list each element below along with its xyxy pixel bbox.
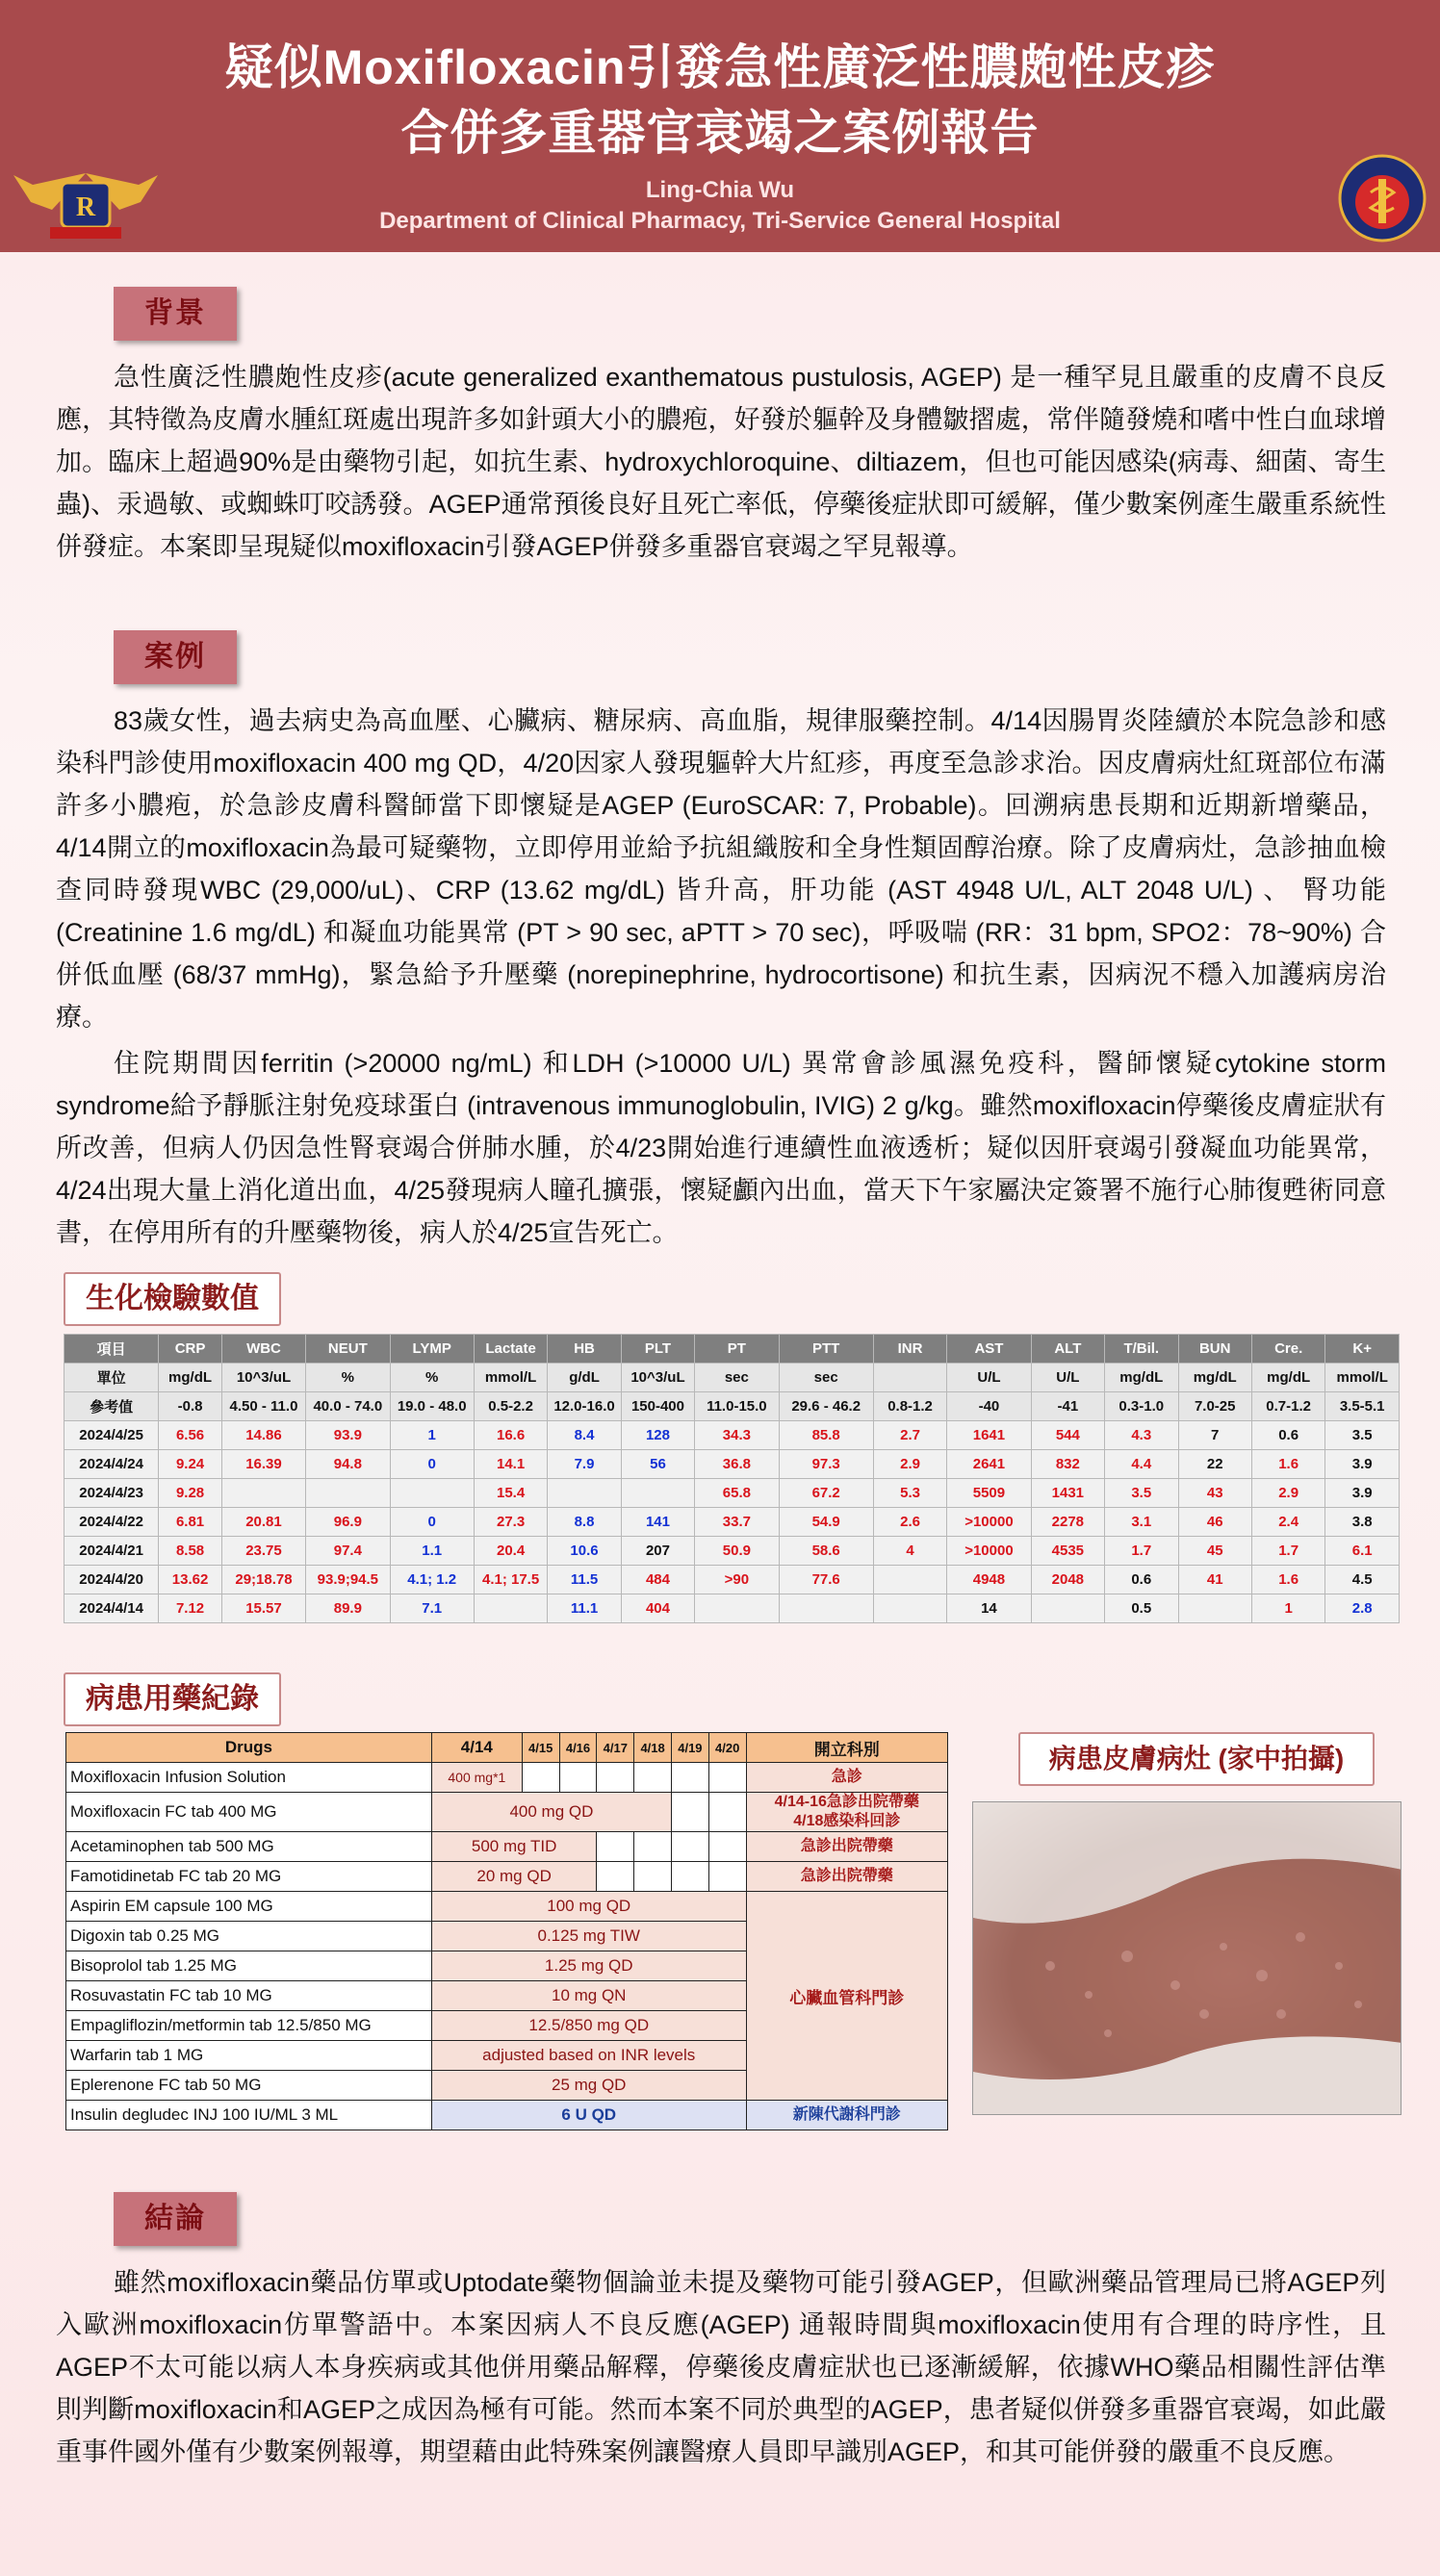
lab-table-cell [1031, 1594, 1104, 1623]
lab-table-cell: 2024/4/23 [64, 1479, 159, 1508]
author-department: Department of Clinical Pharmacy, Tri-Service General Hospital [379, 208, 1061, 234]
hospital-seal-logo [1338, 154, 1427, 242]
conclusion-text: 雖然moxifloxacin藥品仿單或Uptodate藥物個論並未提及藥物可能引發AGEP，但歐洲藥品管理局已將AGEP列入歐洲moxifloxacin仿單警語中。本案因病人不良反應(AGEP) 通報時間與moxifloxacin使用有合理的時序性，且AGEP不太可能以病人本身疾病或其他併用藥品解釋，停藥後皮膚症狀也已逐漸緩解，依據WHO藥品相關性評估準則判斷moxifloxacin和AGEP之成因為極有可能。然而本案不同於典型的AGEP，患者疑似併發多重器官衰竭，如此嚴重事件國外僅有少數案例報導，期望藉由此特殊案例讓醫療人員即早識別AGEP，和其可能併發的嚴重不良反應。 [56, 2268, 1386, 2466]
lab-table-cell: mmol/L [474, 1364, 547, 1392]
lab-table-cell: 832 [1031, 1450, 1104, 1479]
lab-table-cell: 7.9 [548, 1450, 621, 1479]
drug-dose-cell: 25 mg QD [431, 2071, 746, 2101]
lab-table-cell: 77.6 [779, 1566, 873, 1594]
lab-table-cell: 94.8 [306, 1450, 390, 1479]
lab-table-cell: 3.5 [1105, 1479, 1178, 1508]
lab-values-table [64, 1334, 1400, 1623]
lab-table-cell: 16.6 [474, 1421, 547, 1450]
lab-table-cell: 2024/4/20 [64, 1566, 159, 1594]
lab-table-cell: 5509 [947, 1479, 1031, 1508]
lab-table-cell: mg/dL [1251, 1364, 1324, 1392]
lab-table-row [64, 1594, 1400, 1623]
lab-table-cell: T/Bil. [1105, 1335, 1178, 1364]
drug-empty-cell [634, 1862, 672, 1892]
drug-empty-cell [708, 1763, 746, 1793]
lab-table-cell: 2048 [1031, 1566, 1104, 1594]
lab-table-cell: 11.5 [548, 1566, 621, 1594]
lab-table-cell: WBC [221, 1335, 305, 1364]
drug-empty-cell [708, 1793, 746, 1832]
lab-table-cell: 11.1 [548, 1594, 621, 1623]
drug-department-cell: 心臟血管科門診 [746, 1892, 947, 2101]
drug-empty-cell [672, 1862, 709, 1892]
lab-table-cell: 1641 [947, 1421, 1031, 1450]
lab-table-cell: 27.3 [474, 1508, 547, 1537]
lab-table-cell: LYMP [390, 1335, 474, 1364]
drug-empty-cell [597, 1862, 634, 1892]
lab-table-cell: 3.9 [1325, 1479, 1400, 1508]
lab-table-cell: 2.6 [873, 1508, 946, 1537]
lab-table-cell: 參考值 [64, 1392, 159, 1421]
author-name: Ling-Chia Wu [645, 177, 795, 203]
lab-table-row [64, 1335, 1400, 1364]
lab-table-cell: 15.4 [474, 1479, 547, 1508]
lab-table-cell: 20.81 [221, 1508, 305, 1537]
medication-record-heading: 病患用藥紀錄 [64, 1672, 281, 1726]
lab-table-cell: 50.9 [695, 1537, 779, 1566]
lab-table-cell [390, 1479, 474, 1508]
lab-table-cell: CRP [159, 1335, 222, 1364]
lab-table-cell: 2278 [1031, 1508, 1104, 1537]
lab-table-row [64, 1479, 1400, 1508]
lab-table-cell: 6.81 [159, 1508, 222, 1537]
lab-table-cell: 1.7 [1251, 1537, 1324, 1566]
lab-table-cell: 404 [621, 1594, 694, 1623]
lab-table-cell: 10^3/uL [621, 1364, 694, 1392]
drug-name-cell: Warfarin tab 1 MG [66, 2041, 432, 2071]
lab-table-cell: 1.1 [390, 1537, 474, 1566]
lab-table-cell: 3.5-5.1 [1325, 1392, 1400, 1421]
lab-table-cell: 4.4 [1105, 1450, 1178, 1479]
lab-table-cell: 2.9 [1251, 1479, 1324, 1508]
lab-table-cell: sec [695, 1364, 779, 1392]
lab-table-cell: 0.3-1.0 [1105, 1392, 1178, 1421]
lab-table-cell: 1.7 [1105, 1537, 1178, 1566]
lab-table-cell: 128 [621, 1421, 694, 1450]
lab-table-cell [221, 1479, 305, 1508]
lab-table-cell: 10.6 [548, 1537, 621, 1566]
lab-table-cell: mg/dL [159, 1364, 222, 1392]
lab-table-cell: 3.5 [1325, 1421, 1400, 1450]
lab-table-cell: 33.7 [695, 1508, 779, 1537]
lab-table-row [64, 1508, 1400, 1537]
drug-table-row [66, 1892, 948, 1922]
lab-table-cell: 7.0-25 [1178, 1392, 1251, 1421]
drug-empty-cell [597, 1832, 634, 1862]
lab-table-cell: 3.1 [1105, 1508, 1178, 1537]
drug-department-cell: 4/14-16急診出院帶藥 4/18感染科回診 [746, 1793, 947, 1832]
drug-dose-cell: 400 mg QD [431, 1793, 671, 1832]
lab-table-cell: ALT [1031, 1335, 1104, 1364]
case-text-1: 83歲女性，過去病史為高血壓、心臟病、糖尿病、高血脂，規律服藥控制。4/14因腸胃炎陸續於本院急診和感染科門診使用moxifloxacin 400 mg QD，4/20因家人發現軀幹大片紅疹，再度至急診求治。因皮膚病灶紅斑部位布滿許多小膿疱，於急診皮膚科醫師當下即懷疑是AGEP (EuroSCAR: 7, Probable)。回溯病患長期和近期新增藥品，4/14開立的moxifloxacin為最可疑藥物，立即停用並給予抗組織胺和全身性類固醇治療。除了皮膚病灶，急診抽血檢查同時發現WBC (29,000/uL)、CRP (13.62 mg/dL) 皆升高，肝功能 (AST 4948 U/L, ALT 2048 U/L) 、 腎功能 (Creatinine 1.6 mg/dL) 和凝血功能異常 (PT > 90 sec, aPTT > 70 sec)，呼吸喘 (RR：31 bpm, SPO2：78~90%) 合併低血壓 (68/37 mmHg)，緊急給予升壓藥 (norepinephrine, hydrocortisone) 和抗生素，因病況不穩入加護病房治療。 [56, 706, 1386, 1032]
lab-table-cell: Lactate [474, 1335, 547, 1364]
drug-table-header-cell: 4/15 [522, 1733, 559, 1763]
lab-table-cell: 單位 [64, 1364, 159, 1392]
drug-department-cell: 新陳代謝科門診 [746, 2101, 947, 2130]
drug-dose-cell: 20 mg QD [431, 1862, 597, 1892]
lab-table-cell [873, 1594, 946, 1623]
lab-table-cell: 4.1; 17.5 [474, 1566, 547, 1594]
poster-header [0, 0, 1440, 252]
drug-empty-cell [708, 1862, 746, 1892]
lab-table-cell: 150-400 [621, 1392, 694, 1421]
lab-table-cell: 207 [621, 1537, 694, 1566]
lab-table-cell: 1431 [1031, 1479, 1104, 1508]
lab-table-cell: 41 [1178, 1566, 1251, 1594]
lab-table-cell: 85.8 [779, 1421, 873, 1450]
lab-table-cell: 93.9 [306, 1421, 390, 1450]
lab-table-cell: 11.0-15.0 [695, 1392, 779, 1421]
lab-table-cell: 13.62 [159, 1566, 222, 1594]
drug-table-row [66, 1793, 948, 1832]
lab-table-cell: 1.6 [1251, 1450, 1324, 1479]
lab-table-cell [873, 1566, 946, 1594]
lab-table-cell: mmol/L [1325, 1364, 1400, 1392]
lab-table-cell: 1 [1251, 1594, 1324, 1623]
drug-table-header-cell: 開立科別 [746, 1733, 947, 1763]
drug-dose-cell: adjusted based on INR levels [431, 2041, 746, 2071]
lab-table-cell: >10000 [947, 1508, 1031, 1537]
drug-dose-cell: 10 mg QN [431, 1981, 746, 2011]
lab-table-cell: 8.8 [548, 1508, 621, 1537]
lab-table-cell: 8.58 [159, 1537, 222, 1566]
background-text: 急性廣泛性膿皰性皮疹(acute generalized exanthematous pustulosis, AGEP) 是一種罕見且嚴重的皮膚不良反應，其特徵為皮膚水腫紅斑處出現許多如針頭大小的膿疱，好發於軀幹及身體皺摺處，常伴隨發燒和嗜中性白血球增加。臨床上超過90%是由藥物引起，如抗生素、hydroxychloroquine、diltiazem，但也可能因感染(病毒、細菌、寄生蟲)、汞過敏、或蜘蛛叮咬誘發。AGEP通常預後良好且死亡率低，停藥後症狀即可緩解，僅少數案例產生嚴重系統性併發症。本案即呈現疑似moxifloxacin引發AGEP併發多重器官衰竭之罕見報導。 [56, 363, 1386, 561]
lab-table-cell: 1.6 [1251, 1566, 1324, 1594]
drug-empty-cell [672, 1763, 709, 1793]
lab-table-cell: 45 [1178, 1537, 1251, 1566]
lab-table-cell: NEUT [306, 1335, 390, 1364]
drug-table-row [66, 1832, 948, 1862]
lab-table-cell: -0.8 [159, 1392, 222, 1421]
drug-name-cell: Bisoprolol tab 1.25 MG [66, 1951, 432, 1981]
drug-name-cell: Insulin degludec INJ 100 IU/ML 3 ML [66, 2101, 432, 2130]
drug-empty-cell [522, 1763, 559, 1793]
drug-name-cell: Famotidinetab FC tab 20 MG [66, 1862, 432, 1892]
drug-empty-cell [634, 1832, 672, 1862]
lab-table-cell: 54.9 [779, 1508, 873, 1537]
lab-table-cell: % [390, 1364, 474, 1392]
lab-table-cell: U/L [1031, 1364, 1104, 1392]
drug-table-header-cell: 4/14 [431, 1733, 522, 1763]
lab-table-cell: 97.4 [306, 1537, 390, 1566]
lab-table-cell: 29.6 - 46.2 [779, 1392, 873, 1421]
lab-table-cell: BUN [1178, 1335, 1251, 1364]
poster-title-line2: 合併多重器官衰竭之案例報告 [400, 106, 1040, 160]
poster-title-line1: 疑似Moxifloxacin引發急性廣泛性膿皰性皮疹 [224, 40, 1216, 94]
lab-table-cell: 6.1 [1325, 1537, 1400, 1566]
lab-table-cell: >10000 [947, 1537, 1031, 1566]
lab-table-cell: 20.4 [474, 1537, 547, 1566]
lab-table-cell: 14.86 [221, 1421, 305, 1450]
lab-table-cell: 34.3 [695, 1421, 779, 1450]
lab-table-cell: HB [548, 1335, 621, 1364]
lab-table-cell: 4535 [1031, 1537, 1104, 1566]
lab-table-cell: 0.5 [1105, 1594, 1178, 1623]
drug-name-cell: Empagliflozin/metformin tab 12.5/850 MG [66, 2011, 432, 2041]
drug-empty-cell [559, 1763, 597, 1793]
lab-table-cell: 89.9 [306, 1594, 390, 1623]
drug-name-cell: Digoxin tab 0.25 MG [66, 1922, 432, 1951]
lab-table-cell: 2.4 [1251, 1508, 1324, 1537]
skin-lesion-image [973, 1802, 1401, 2115]
drug-empty-cell [672, 1793, 709, 1832]
drug-name-cell: Aspirin EM capsule 100 MG [66, 1892, 432, 1922]
lab-table-cell: Cre. [1251, 1335, 1324, 1364]
drug-empty-cell [672, 1832, 709, 1862]
drug-empty-cell [708, 1832, 746, 1862]
drug-dose-cell: 500 mg TID [431, 1832, 597, 1862]
lab-table-cell: 2.8 [1325, 1594, 1400, 1623]
lab-table-cell: 4.1; 1.2 [390, 1566, 474, 1594]
drug-table-header-cell: 4/18 [634, 1733, 672, 1763]
lab-table-cell [621, 1479, 694, 1508]
lab-table-cell: 2641 [947, 1450, 1031, 1479]
lab-table-cell: 4.3 [1105, 1421, 1178, 1450]
drug-empty-cell [597, 1763, 634, 1793]
lab-table-cell: 46 [1178, 1508, 1251, 1537]
lab-table-row [64, 1450, 1400, 1479]
lab-table-cell: 0.5-2.2 [474, 1392, 547, 1421]
lab-table-cell: mg/dL [1178, 1364, 1251, 1392]
lab-table-cell: 67.2 [779, 1479, 873, 1508]
lab-table-cell: 4948 [947, 1566, 1031, 1594]
lab-table-cell: 1 [390, 1421, 474, 1450]
lab-table-cell: 2.9 [873, 1450, 946, 1479]
lab-table-cell: 0 [390, 1508, 474, 1537]
lab-table-cell: 141 [621, 1508, 694, 1537]
skin-lesion-photo [972, 1801, 1401, 2115]
svg-text:R: R [75, 192, 96, 222]
lab-table-cell: 7.1 [390, 1594, 474, 1623]
lab-table-cell: 0.7-1.2 [1251, 1392, 1324, 1421]
lab-table-cell: 14.1 [474, 1450, 547, 1479]
lab-table-cell: 8.4 [548, 1421, 621, 1450]
lab-table-cell: 23.75 [221, 1537, 305, 1566]
lab-table-cell: 544 [1031, 1421, 1104, 1450]
lab-table-cell: >90 [695, 1566, 779, 1594]
lab-table-cell: 3.8 [1325, 1508, 1400, 1537]
lab-table-cell: 2024/4/14 [64, 1594, 159, 1623]
lab-table-cell: sec [779, 1364, 873, 1392]
drug-table-header-cell: 4/16 [559, 1733, 597, 1763]
lab-table-cell: 0.6 [1105, 1566, 1178, 1594]
lab-table-cell: PT [695, 1335, 779, 1364]
drug-name-cell: Eplerenone FC tab 50 MG [66, 2071, 432, 2101]
background-heading: 背景 [114, 287, 237, 341]
case-heading: 案例 [114, 630, 237, 684]
lab-table-cell: 6.56 [159, 1421, 222, 1450]
lab-table-cell: 16.39 [221, 1450, 305, 1479]
lab-table-cell: 2024/4/24 [64, 1450, 159, 1479]
lab-table-cell: 5.3 [873, 1479, 946, 1508]
lab-table-cell: 7.12 [159, 1594, 222, 1623]
lab-table-cell: 484 [621, 1566, 694, 1594]
lab-table-cell: mg/dL [1105, 1364, 1178, 1392]
lab-table-cell: 15.57 [221, 1594, 305, 1623]
lab-table-row [64, 1566, 1400, 1594]
lab-table-cell: 3.9 [1325, 1450, 1400, 1479]
lab-table-cell: 12.0-16.0 [548, 1392, 621, 1421]
lab-table-cell: % [306, 1364, 390, 1392]
lab-table-row [64, 1537, 1400, 1566]
medication-record-table [65, 1732, 948, 2130]
lab-table-row [64, 1421, 1400, 1450]
drug-empty-cell [634, 1763, 672, 1793]
lab-table-cell [779, 1594, 873, 1623]
drug-name-cell: Moxifloxacin FC tab 400 MG [66, 1793, 432, 1832]
lab-table-cell: 19.0 - 48.0 [390, 1392, 474, 1421]
lab-values-heading: 生化檢驗數值 [64, 1272, 281, 1326]
lab-table-cell: 9.24 [159, 1450, 222, 1479]
drug-dose-cell: 6 U QD [431, 2101, 746, 2130]
lab-table-cell: 14 [947, 1594, 1031, 1623]
lab-table-cell: 4.50 - 11.0 [221, 1392, 305, 1421]
lab-table-cell [306, 1479, 390, 1508]
drug-table-header-cell: 4/19 [672, 1733, 709, 1763]
drug-dose-cell: 0.125 mg TIW [431, 1922, 746, 1951]
lab-table-row [64, 1392, 1400, 1421]
drug-table-header-cell: Drugs [66, 1733, 432, 1763]
lab-table-cell: U/L [947, 1364, 1031, 1392]
lab-table-cell [474, 1594, 547, 1623]
lab-table-cell: INR [873, 1335, 946, 1364]
lab-table-cell: 7 [1178, 1421, 1251, 1450]
lab-table-cell: 10^3/uL [221, 1364, 305, 1392]
drug-dose-cell: 100 mg QD [431, 1892, 746, 1922]
lab-table-cell: 9.28 [159, 1479, 222, 1508]
drug-dose-cell: 1.25 mg QD [431, 1951, 746, 1981]
lab-table-cell: 4.5 [1325, 1566, 1400, 1594]
lab-table-cell: 65.8 [695, 1479, 779, 1508]
drug-name-cell: Moxifloxacin Infusion Solution [66, 1763, 432, 1793]
lab-table-cell: 56 [621, 1450, 694, 1479]
lab-table-cell: 4 [873, 1537, 946, 1566]
drug-table-header-cell: 4/20 [708, 1733, 746, 1763]
lab-table-cell: PTT [779, 1335, 873, 1364]
lab-table-cell [548, 1479, 621, 1508]
skin-lesion-photo-heading: 病患皮膚病灶 (家中拍攝) [1018, 1732, 1375, 1786]
lab-table-cell: 29;18.78 [221, 1566, 305, 1594]
drug-table-row [66, 1763, 948, 1793]
lab-table-cell: 40.0 - 74.0 [306, 1392, 390, 1421]
lab-table-cell: -40 [947, 1392, 1031, 1421]
lab-table-cell: 2024/4/25 [64, 1421, 159, 1450]
lab-table-cell: 0.8-1.2 [873, 1392, 946, 1421]
lab-table-cell: 22 [1178, 1450, 1251, 1479]
drug-name-cell: Acetaminophen tab 500 MG [66, 1832, 432, 1862]
drug-table-header-cell: 4/17 [597, 1733, 634, 1763]
drug-table-row [66, 2101, 948, 2130]
lab-table-cell: 0.6 [1251, 1421, 1324, 1450]
lab-table-cell: 43 [1178, 1479, 1251, 1508]
lab-table-cell: AST [947, 1335, 1031, 1364]
drug-table-header-row [66, 1733, 948, 1763]
lab-table-row [64, 1364, 1400, 1392]
drug-table-row [66, 1862, 948, 1892]
lab-table-cell: 96.9 [306, 1508, 390, 1537]
drug-department-cell: 急診出院帶藥 [746, 1862, 947, 1892]
lab-table-cell: 93.9;94.5 [306, 1566, 390, 1594]
lab-table-cell [873, 1364, 946, 1392]
drug-department-cell: 急診 [746, 1763, 947, 1793]
lab-table-cell: 36.8 [695, 1450, 779, 1479]
lab-table-cell: 0 [390, 1450, 474, 1479]
drug-dose-cell: 400 mg*1 [431, 1763, 522, 1793]
lab-table-cell: K+ [1325, 1335, 1400, 1364]
lab-table-cell: PLT [621, 1335, 694, 1364]
lab-table-cell: -41 [1031, 1392, 1104, 1421]
drug-name-cell: Rosuvastatin FC tab 10 MG [66, 1981, 432, 2011]
lab-table-cell: 2.7 [873, 1421, 946, 1450]
drug-department-cell: 急診出院帶藥 [746, 1832, 947, 1862]
lab-table-cell: 58.6 [779, 1537, 873, 1566]
lab-table-cell: 97.3 [779, 1450, 873, 1479]
lab-table-cell: g/dL [548, 1364, 621, 1392]
lab-table-cell [695, 1594, 779, 1623]
conclusion-heading: 結論 [114, 2192, 237, 2246]
lab-table-cell: 項目 [64, 1335, 159, 1364]
lab-table-cell [1178, 1594, 1251, 1623]
case-text-2: 住院期間因ferritin (>20000 ng/mL) 和LDH (>10000 U/L) 異常會診風濕免疫科，醫師懷疑cytokine storm syndrome給予靜脈注射免疫球蛋白 (intravenous immunoglobulin, IVIG) 2 g/kg。雖然moxifloxacin停藥後皮膚症狀有所改善，但病人仍因急性腎衰竭合併肺水腫，於4/23開始進行連續性血液透析；疑似因肝衰竭引發凝血功能異常，4/24出現大量上消化道出血，4/25發現病人瞳孔擴張，懷疑顱內出血，當天下午家屬決定簽署不施行心肺復甦術同意書，在停用所有的升壓藥物後，病人於4/25宣告死亡。 [56, 1049, 1386, 1247]
lab-table-cell: 2024/4/21 [64, 1537, 159, 1566]
lab-table-cell: 2024/4/22 [64, 1508, 159, 1537]
drug-dose-cell: 12.5/850 mg QD [431, 2011, 746, 2041]
